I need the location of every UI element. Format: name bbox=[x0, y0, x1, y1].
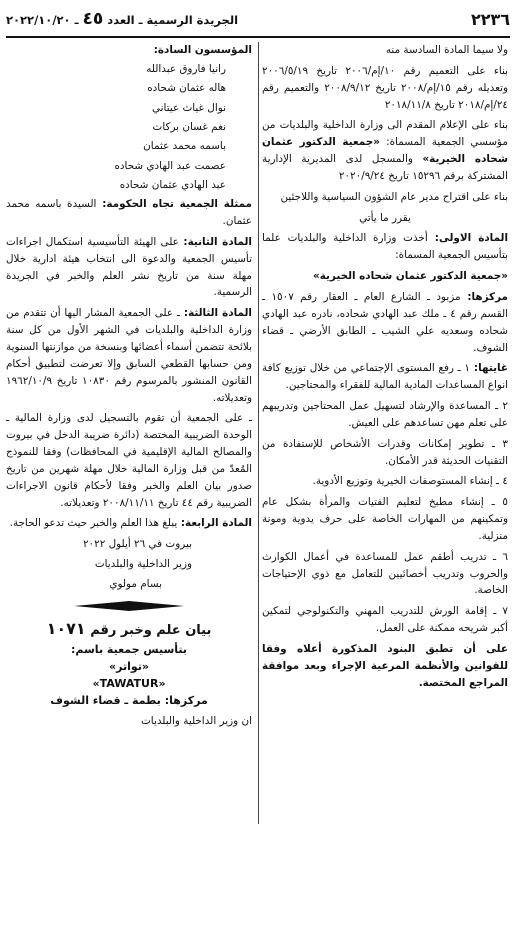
article-text: يبلغ هذا العلم والخبر حيث تدعو الحاجة. bbox=[9, 517, 178, 530]
goal-item: ٦ ـ تدريب أطقم عمل للمساعدة في أعمال الكوارث والحروب وتدريب أخصائيين للتعامل مع ذوي الإحتياجات الخاصة. bbox=[262, 550, 508, 597]
notice-number: ١٠٧١ bbox=[46, 618, 86, 638]
issue-number: ٤٥ bbox=[82, 9, 104, 30]
notice-intro: ان وزير الداخلية والبلديات bbox=[141, 714, 252, 727]
gazette-name: الجريدة الرسمية ـ العدد bbox=[107, 13, 239, 28]
page-header bbox=[6, 8, 510, 32]
paragraph: ولا سيما المادة السادسة منه bbox=[385, 44, 508, 56]
article-label: المادة الثالثة: bbox=[179, 307, 252, 320]
hq-text: مزبود ـ الشارع العام ـ العقار رقم ١٥٠٧ ـ القسم رقم ٤ ـ ملك عبد الهادي شحاده، نادره عبد الهادي شحاده وسعديه علي الشيب ـ الطابق الأرضي ـ قضاء الشوف. bbox=[262, 290, 509, 354]
separator-ornament bbox=[74, 599, 184, 613]
issue-date: ـ ٢٠٢٢/١٠/٢٠ bbox=[6, 13, 79, 28]
article-label: المادة الرابعة: bbox=[177, 517, 252, 530]
gov-rep-label: ممثلة الجمعية تجاه الحكومة: bbox=[96, 198, 252, 211]
text: بناء على الإعلام المقدم الى وزارة الداخلية والبلديات من مؤسسي الجمعية المسماة: bbox=[262, 119, 508, 149]
article-text: على الهيئة التأسيسية استكمال اجراءات تأسيس الجمعية والدعوة الى انتخاب هيئة ادارية خلال مهلة سنة من تاريخ نشر العلم والخبر في الجريدة الرسمية. bbox=[6, 235, 252, 299]
article-4 bbox=[6, 515, 252, 532]
goal-item: ٥ ـ إنشاء مطبخ لتعليم الفتيات والمرأة بشكل عام وتمكينهم من المهارات الخاصة على حرف يدوية ومونة منزلية. bbox=[262, 496, 508, 542]
founder-name: هاله عثمان شحاده bbox=[147, 82, 226, 95]
goals-text: ١ ـ رفع المستوى الإجتماعي من خلال توزيع كافة انواع المساعدات المادية المالية للفقراء والمحتاجين. bbox=[262, 362, 508, 392]
left-column bbox=[6, 42, 252, 734]
article-text: ـ على الجمعية المشار اليها أن تتقدم من وزارة الداخلية والبلديات في الشهر الأول من كل سنة بلائحة تتضمن أسماء أعضائها وبنسخة من موازنتها السنوية ومن حسابها القطعي السابق وإلا تعرضت لتطبيق أحكام القانون المنشور بالمرسوم رقم ١٠٨٣٠ تاريخ ١٩٦٢/١٠/٩ وتعديلاته. bbox=[6, 307, 252, 404]
article-3-part-b: ـ على الجمعية أن تقوم بالتسجيل لدى وزارة المالية ـ الوحدة الضريبية المختصة (دائرة ضريبة الدخل في بيروت والمصالح المالية الإقليمية في المحافظات) وفقا للنموذج المُعدّ من قبل وزارة المالية خلال مهلة شهرين من تاريخ صدور بيان العلم والخبر وفقا لأحكام قانون الاجراءات الضريبية رقم ٤٤ تاريخ ٢٠٠٨/١١/١١ وتعديلاته. bbox=[6, 412, 252, 509]
gov-rep-text: السيدة باسمه محمد عثمان. bbox=[6, 198, 252, 228]
founder-name: رانيا فاروق عبدالله bbox=[146, 62, 226, 75]
minister-title: وزير الداخلية والبلديات bbox=[94, 558, 192, 571]
founders-title: المؤسسون السادة: bbox=[153, 44, 252, 56]
hq-label: مركزها: bbox=[460, 290, 508, 303]
text: والمسجل لدى المديرية الإدارية المشتركة برقم ١٥٢٩٦ تاريخ ٢٠٢٠/٩/٢٤ bbox=[262, 153, 508, 182]
notice-subtitle: بتأسيس جمعية باسم: bbox=[70, 642, 188, 656]
association-name: «جمعية الدكتور عثمان شحاده الخيرية» bbox=[262, 136, 509, 166]
article-label: المادة الاولى: bbox=[427, 232, 509, 245]
founder-name: عبد الهادي عثمان شحاده bbox=[119, 178, 226, 191]
founder-name: باسمه محمد عثمان bbox=[143, 140, 226, 153]
gazette-title bbox=[6, 6, 238, 34]
goals bbox=[262, 360, 508, 394]
goal-item: ٢ ـ المساعدة والإرشاد لتسهيل عمل المحتاجين وتدريبهم على تعلم مهن تساعدهم على العيش. bbox=[262, 400, 508, 429]
right-column bbox=[262, 42, 508, 696]
decree-heading: يقرر ما يأتي bbox=[359, 211, 411, 224]
header-rule bbox=[6, 36, 510, 38]
founder-name: نوال غياث عيتاني bbox=[151, 101, 226, 114]
founder-name: نغم غسان بركات bbox=[152, 120, 226, 133]
notice-association-latin: «TAWATUR» bbox=[92, 676, 166, 690]
article-2 bbox=[6, 234, 252, 301]
closing-clause: على أن تطبق البنود المذكورة أعلاه وفقا للقوانين والأنظمة المرعية الإجراء وبعد موافقة المراجع المختصة. bbox=[262, 643, 508, 689]
notice-association-arabic: «تواتر» bbox=[109, 659, 149, 673]
goal-item: ٤ ـ إنشاء المستوصفات الخيرية وتوزيع الأدوية. bbox=[312, 475, 508, 488]
paragraph: بناء على اقتراح مدير عام الشؤون السياسية واللاجئين bbox=[280, 190, 508, 203]
article-text: أخذت وزارة الداخلية والبلديات علما بتأسيس الجمعية المسماة: bbox=[262, 232, 508, 262]
notice-title-text: بيان علم وخبر رقم bbox=[85, 622, 212, 638]
headquarters bbox=[262, 289, 508, 356]
page-number: ٢٢٣٦ bbox=[470, 10, 510, 30]
goal-item: ٣ ـ تطوير إمكانات وقدرات الأشخاص للإستفادة من التقنيات الحديثة قدر الأمكان. bbox=[262, 437, 508, 467]
founder-name: عصمت عبد الهادي شحاده bbox=[114, 159, 226, 172]
goals-label: غايتها: bbox=[469, 362, 508, 375]
notice-headquarters: مركزها: بطمة ـ قضاء الشوف bbox=[50, 693, 208, 707]
column-divider bbox=[258, 42, 259, 824]
minister-name: بسام مولوي bbox=[109, 577, 162, 590]
article-3 bbox=[6, 305, 252, 406]
notice-title bbox=[6, 617, 252, 641]
article-label: المادة الثانية: bbox=[178, 235, 252, 248]
association-name-line: «جمعية الدكتور عثمان شحاده الخيرية» bbox=[312, 270, 508, 283]
article-1 bbox=[262, 230, 508, 264]
paragraph: بناء على التعميم رقم ١٠/إم/٢٠٠٦ تاريخ ٢٠٠٦/٥/١٩ وتعديله رقم ١٥/إم/٢٠٠٨ تاريخ ٢٠٠٨/٩/١٢ والتعميم رقم ٢٤/إم/٢٠١٨ تاريخ ٢٠١٨/١١/٨ bbox=[262, 64, 509, 111]
goal-item: ٧ ـ إقامة الورش للتدريب المهني والتكنولوجي لتمكين أكبر شريحه ممكنة على العمل. bbox=[262, 605, 508, 635]
paragraph bbox=[262, 117, 508, 184]
government-representative bbox=[6, 196, 252, 230]
place-date: بيروت في ٢٦ أيلول ٢٠٢٢ bbox=[82, 538, 192, 551]
